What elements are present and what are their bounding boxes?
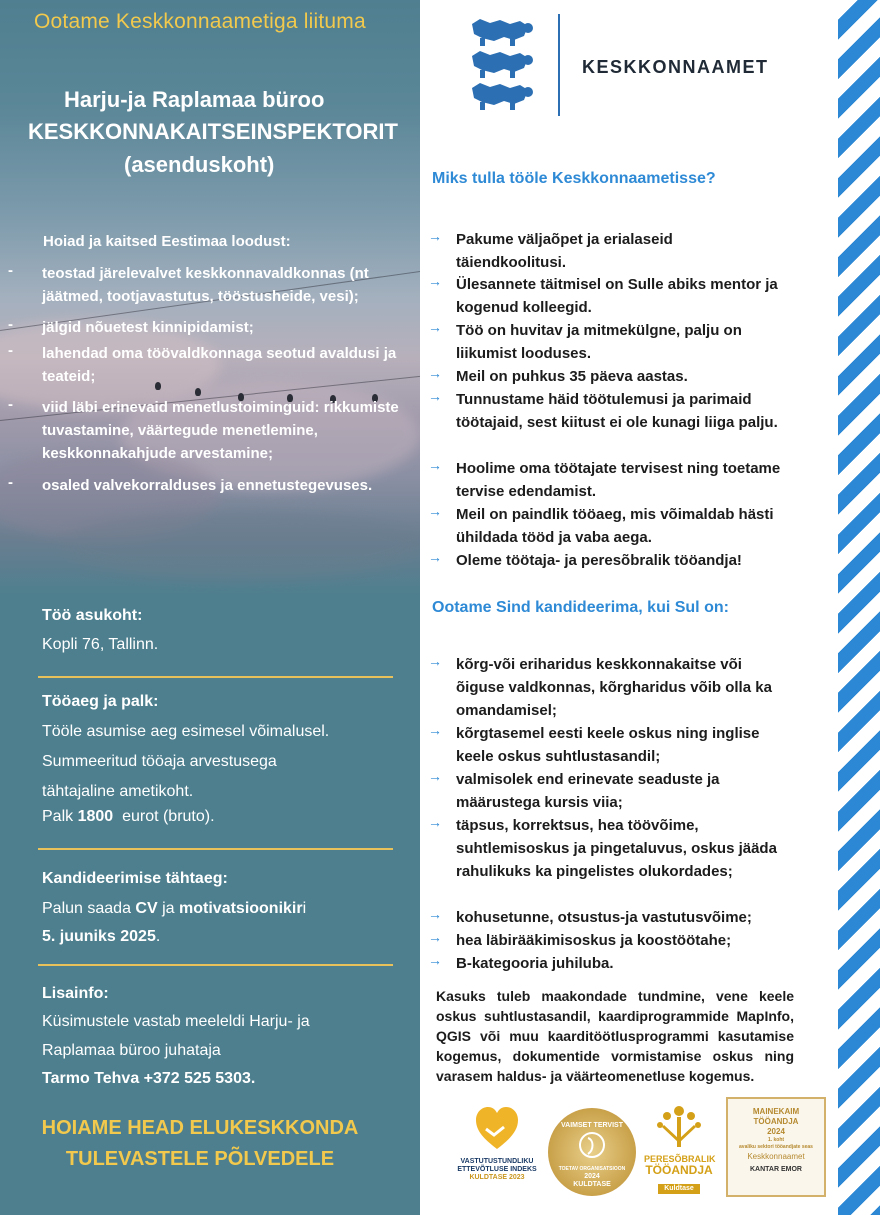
badge-line: 2024 [767, 1127, 785, 1136]
benefit-item: Töö on huvitav ja mitmekülgne, palju on liikumist looduses. [456, 322, 742, 362]
salary-amount: 1800 [77, 808, 114, 825]
requirement-item: B-kategooria juhiluba. [456, 955, 614, 972]
bullet-dash: - [8, 316, 13, 333]
left-panel [0, 0, 420, 1215]
arrow-icon: → [428, 549, 442, 565]
duty-item: viid läbi erinevaid menetlustoiminguid: rikkumiste tuvastamine, väärtegude menetlemine, keskkonnakahjude arvestamine; [42, 399, 399, 462]
logo-divider [558, 14, 560, 116]
deadline-date: 5. juuniks 2025 [42, 928, 156, 945]
deadline-date-line [42, 922, 402, 952]
salary-suffix: eurot (bruto). [122, 808, 215, 825]
worktime-line: tähtajaline ametikoht. [42, 783, 194, 800]
badge-most-reputable-employer [726, 1097, 826, 1197]
duty-item: teostad järelevalvet keskkonnavaldkonnas (nt jäätmed, tootjavastutus, tööstusheide, vesi); [42, 265, 369, 305]
benefit-item: Meil on paindlik tööaeg, mis võimaldab hästi ühildada tööd ja vaba aega. [456, 506, 774, 546]
badge-line: KULDTASE [573, 1181, 611, 1188]
badge-line: 1. koht [767, 1137, 785, 1143]
arrow-icon: → [428, 653, 442, 669]
badge-family-friendly [644, 1103, 714, 1195]
arrow-icon: → [428, 929, 442, 945]
badge-line: VAIMSET TERVIST [561, 1122, 623, 1129]
requirement-item: valmisolek end erinevate seaduste ja määrustega kursis viia; [456, 771, 720, 811]
deadline-label: Kandideerimise tähtaeg: [42, 870, 228, 887]
cv-word: CV [135, 900, 158, 917]
arrow-icon: → [428, 768, 442, 784]
arrow-icon: → [428, 228, 442, 244]
slogan [0, 1113, 400, 1175]
duties-heading: Hoiad ja kaitsed Eestimaa loodust: [43, 233, 291, 250]
arrow-icon: → [428, 388, 442, 404]
contact-line: Raplamaa büroo juhataja [42, 1042, 221, 1059]
bullet-dash: - [8, 474, 13, 491]
arrow-icon: → [428, 319, 442, 335]
slogan-line: HOIAME HEAD ELUKESKKONDA [41, 1117, 359, 1139]
badge-line: avaliku sektori tööandjate seas [739, 1144, 813, 1150]
bullet-dash: - [8, 342, 13, 359]
badge-responsible-business [452, 1105, 542, 1182]
requirement-item: kohusetunne, otsustus-ja vastutusvõime; [456, 909, 752, 926]
why-heading: Miks tulla tööle Keskkonnaametisse? [432, 170, 716, 187]
salary-line [42, 802, 402, 832]
benefit-item: Tunnustame häid töötulemusi ja parimaid töötajaid, sest kiitust ei ole kunagi liiga palju. [456, 391, 778, 431]
salary-prefix: Palk [42, 808, 74, 825]
worktime-line: Tööle asumise aeg esimesel võimalusel. [42, 723, 330, 740]
bird-silhouette [195, 388, 201, 396]
divider [38, 964, 393, 966]
location-value: Kopli 76, Tallinn. [42, 636, 159, 653]
badge-line: TOETAV ORGANISATSIOON [558, 1166, 626, 1172]
contact-line: Küsimustele vastab meeleldi Harju- ja [42, 1013, 310, 1030]
badge-line: Keskkonnaamet [747, 1152, 805, 1161]
divider [38, 676, 393, 678]
requirement-item: täpsus, korrektsus, hea töövõime, suhtlemisoskus ja pingetaluvus, oskus jääda rahulikuks ka pingelistes olukordades; [456, 817, 777, 880]
duty-item: osaled valvekorralduses ja ennetustegevuses. [42, 477, 373, 494]
three-lions-coat-of-arms-icon [466, 16, 536, 112]
benefit-item: Hoolime oma töötajate tervisest ning toetame tervise edendamist. [456, 460, 781, 500]
organization-name: KESKKONNAAMET [582, 57, 769, 77]
badge-line: KULDTASE 2023 [469, 1174, 525, 1181]
badge-line: MAINEKAIM [752, 1107, 800, 1116]
position-title: KESKKONNAKAITSEINSPEKTORIT [28, 119, 398, 144]
requirement-item: kõrg-või eriharidus keskkonnakaitse või õiguse valdkonnas, kõrgharidus võib olla ka omandamisel; [456, 656, 772, 719]
duty-item: jälgid nõuetest kinnipidamist; [42, 319, 254, 336]
contact-person: Tarmo Tehva +372 525 5303. [42, 1070, 256, 1087]
benefit-item: Ülesannete täitmisel on Sulle abiks mentor ja kogenud kolleegid. [456, 276, 778, 316]
badge-mental-health [548, 1108, 636, 1196]
office-title: Harju-ja Raplamaa büroo [64, 87, 325, 112]
tree-people-icon [654, 1103, 704, 1149]
benefit-item: Pakume väljaõpet ja erialaseid täiendkoolitusi. [456, 231, 673, 271]
worktime-line: Summeeritud tööaja arvestusega [42, 753, 277, 770]
contact-label: Lisainfo: [42, 985, 109, 1002]
arrow-icon: → [428, 457, 442, 473]
badge-line: TÖÖANDJA [645, 1163, 713, 1177]
position-note: (asenduskoht) [124, 152, 275, 177]
requirements-heading: Ootame Sind kandideerima, kui Sul on: [432, 599, 729, 616]
decorative-stripes [838, 0, 880, 1215]
badge-line: PERESÕBRALIK [644, 1154, 716, 1164]
arrow-icon: → [428, 906, 442, 922]
face-profile-icon [574, 1130, 610, 1160]
arrow-icon: → [428, 365, 442, 381]
tagline: Ootame Keskkonnaametiga liituma [34, 10, 366, 33]
duty-item: lahendad oma töövaldkonnaga seotud avaldusi ja teateid; [42, 345, 397, 385]
arrow-icon: → [428, 814, 442, 830]
arrow-icon: → [428, 273, 442, 289]
benefit-item: Oleme töötaja- ja peresõbralik tööandja! [456, 552, 742, 569]
deadline-instructions [42, 894, 402, 924]
bullet-dash: - [8, 262, 13, 279]
divider [38, 848, 393, 850]
letter-word: motivatsioonikir [179, 900, 303, 917]
badge-line: 2024 [584, 1173, 600, 1180]
badge-line: VASTUTUSTUNDLIKU [460, 1158, 534, 1165]
requirement-item: kõrgtasemel eesti keele oskus ning inglise keele oskus suhtlustasandil; [456, 725, 760, 765]
badge-line: ETTEVÕTLUSE INDEKS [457, 1166, 537, 1173]
arrow-icon: → [428, 722, 442, 738]
badge-line: TÖÖANDJA [753, 1117, 799, 1126]
location-label: Töö asukoht: [42, 607, 143, 624]
slogan-line: TULEVASTELE PÕLVEDELE [65, 1148, 335, 1170]
heart-hands-icon [474, 1105, 520, 1153]
right-panel [420, 0, 880, 1215]
deadline-and: ja [162, 900, 175, 917]
deadline-prefix: Palun saada [42, 900, 131, 917]
bullet-dash: - [8, 396, 13, 413]
requirement-item: hea läbirääkimisoskus ja koostöötahe; [456, 932, 732, 949]
deadline-date-end: . [155, 928, 161, 945]
badge-line: Kuldtase [658, 1184, 700, 1194]
arrow-icon: → [428, 503, 442, 519]
benefit-item: Meil on puhkus 35 päeva aastas. [456, 368, 688, 385]
letter-end: i [302, 900, 307, 917]
additional-advantages: Kasuks tuleb maakondade tundmine, vene keele oskus suhtlustasandil, kaardiprogrammide MapInfo, QGIS või muu kaarditöötlusprogrammi kasutamise kogemus, dokumentide vormistamise oskus ning varasem haldus- ja väärteomenetluse kogemus. [436, 988, 794, 1084]
badge-line: KANTAR EMOR [750, 1166, 802, 1173]
worktime-label: Tööaeg ja palk: [42, 693, 159, 710]
arrow-icon: → [428, 952, 442, 968]
